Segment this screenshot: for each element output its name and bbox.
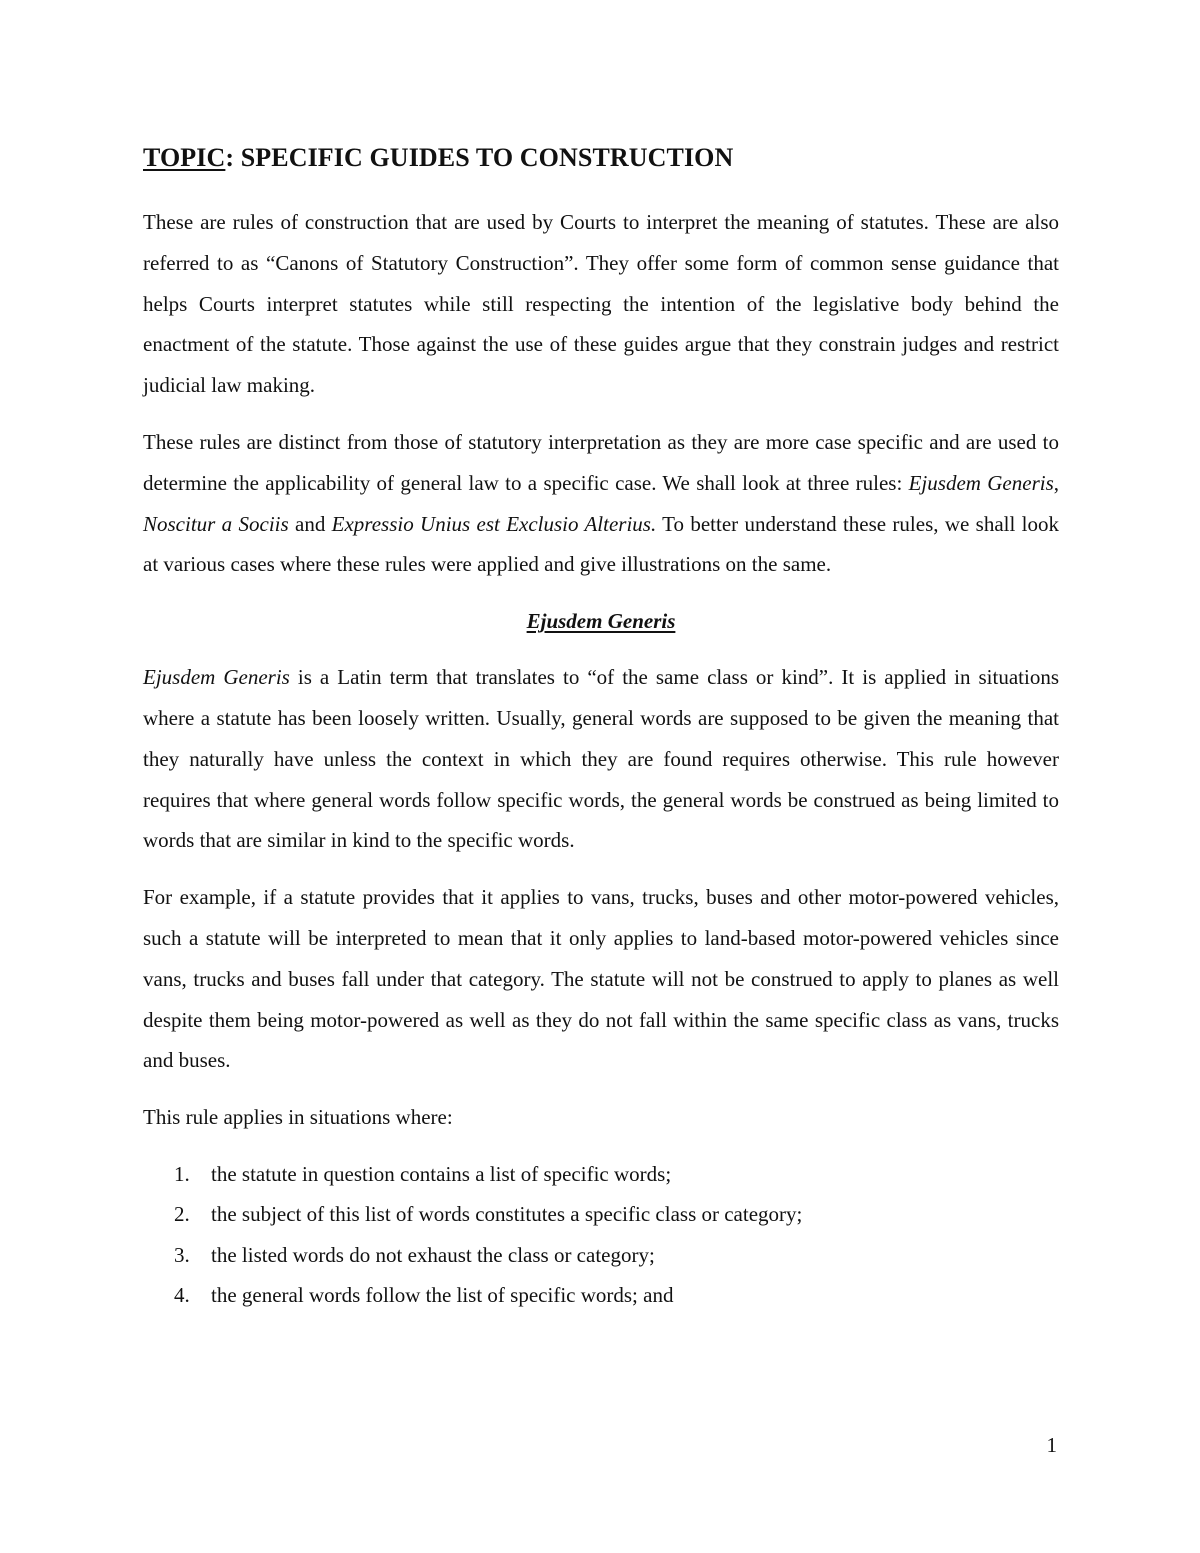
list-item-text: the listed words do not exhaust the class or category; — [211, 1242, 655, 1267]
list-item — [143, 1275, 1059, 1316]
list-item-number: 3. — [174, 1242, 190, 1267]
list-item — [143, 1194, 1059, 1235]
definition-term: Ejusdem Generis — [143, 665, 290, 690]
rules-overview-text-4: To better understand these rules, we shall look at various cases where these rules were applied and give illustrations on the same. — [143, 511, 1059, 577]
rules-overview-text-3: and — [288, 511, 332, 536]
list-item — [143, 1154, 1059, 1195]
page-title — [143, 140, 1059, 176]
list-item-text: the subject of this list of words constitutes a specific class or category; — [211, 1202, 803, 1227]
definition-paragraph — [143, 657, 1059, 861]
rules-overview-text-2: , — [1053, 470, 1059, 495]
title-text: : SPECIFIC GUIDES TO CONSTRUCTION — [225, 143, 734, 172]
page-number: 1 — [1046, 1433, 1057, 1457]
conditions-intro: This rule applies in situations where: — [143, 1105, 453, 1130]
page-content — [143, 140, 1059, 1316]
intro-paragraph: These are rules of construction that are used by Courts to interpret the meaning of statutes. These are also referred to as “Canons of Statutory Construction”. They offer some form of common sense guidance that helps Courts interpret statutes while still respecting the intention of the legislative body behind the enactment of the statute. Those against the use of these guides argue that they constrain judges and restrict judicial law making. — [143, 210, 1059, 398]
list-item-number: 4. — [174, 1283, 190, 1308]
list-item-number: 1. — [174, 1161, 190, 1186]
list-item — [143, 1235, 1059, 1276]
rule-name-ejusdem-generis: Ejusdem Generis — [908, 470, 1054, 495]
rule-name-noscitur-a-sociis: Noscitur a Sociis — [143, 511, 289, 536]
rule-name-expressio-unius: Expressio Unius est Exclusio Alterius. — [331, 511, 657, 536]
example-paragraph: For example, if a statute provides that it applies to vans, trucks, buses and other motor-powered vehicles, such a statute will be interpreted to mean that it only applies to land-based motor-powered vehicles since vans, trucks and buses fall under that category. The statute will not be construed to apply to planes as well despite them being motor-powered as well as they do not fall within the same specific class as vans, trucks and buses. — [143, 885, 1059, 1073]
rules-overview-paragraph — [143, 422, 1059, 585]
list-item-text: the general words follow the list of specific words; and — [211, 1283, 674, 1308]
rules-overview-text-1: These rules are distinct from those of statutory interpretation as they are more case specific and are used to determine the applicability of general law to a specific case. We shall look at three rules: — [143, 429, 1059, 495]
list-item-text: the statute in question contains a list of specific words; — [211, 1161, 672, 1186]
conditions-list — [143, 1154, 1059, 1316]
definition-text: is a Latin term that translates to “of the same class or kind”. It is applied in situations where a statute has been loosely written. Usually, general words are supposed to be given the meaning that they naturally have unless the context in which they are found requires otherwise. This rule however requires that where general words follow specific words, the general words be construed as being limited to words that are similar in kind to the specific words. — [143, 665, 1059, 853]
title-topic-label: TOPIC — [143, 143, 226, 172]
list-item-number: 2. — [174, 1202, 190, 1227]
section-heading-ejusdem-generis: Ejusdem Generis — [526, 609, 676, 634]
